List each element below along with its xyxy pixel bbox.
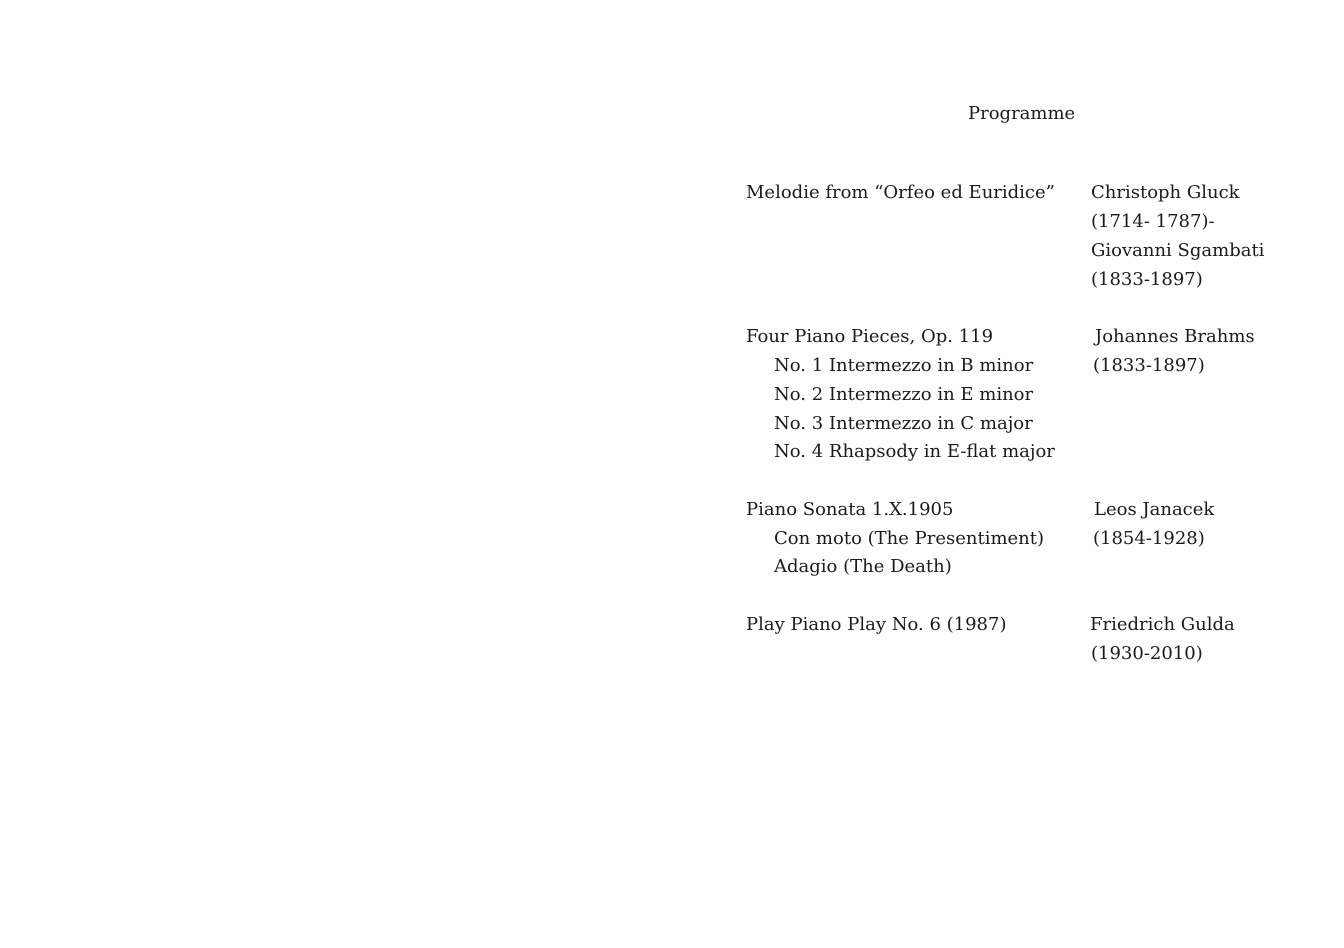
piece-4-composer-dates: (1930-2010) [1091, 643, 1203, 664]
piece-1-composer-name: Christoph Gluck [1091, 182, 1240, 203]
piece-2-movement: No. 4 Rhapsody in E-flat major [774, 441, 1055, 462]
piece-1-arranger-dates: (1833-1897) [1091, 269, 1203, 290]
piece-3-movement: Con moto (The Presentiment) [774, 528, 1045, 549]
programme-heading: Programme [968, 103, 1076, 124]
piece-2-movement: No. 2 Intermezzo in E minor [774, 384, 1034, 405]
piece-2-work-title: Four Piano Pieces, Op. 119 [746, 326, 994, 347]
piece-2-composer-name: Johannes Brahms [1095, 326, 1255, 347]
piece-3-work-title: Piano Sonata 1.X.1905 [746, 499, 954, 520]
piece-3-composer-dates: (1854-1928) [1093, 528, 1205, 549]
piece-1-composer-dates: (1714- 1787)- [1091, 211, 1215, 232]
piece-1-work-title: Melodie from “Orfeo ed Euridice” [746, 182, 1055, 203]
piece-4-composer-name: Friedrich Gulda [1090, 614, 1235, 635]
piece-4-work-title: Play Piano Play No. 6 (1987) [746, 614, 1007, 635]
piece-2-movement: No. 3 Intermezzo in C major [774, 413, 1033, 434]
piece-3-composer-name: Leos Janacek [1094, 499, 1215, 520]
piece-2-composer-dates: (1833-1897) [1093, 355, 1205, 376]
piece-3-movement: Adagio (The Death) [774, 556, 952, 577]
piece-2-movement: No. 1 Intermezzo in B minor [774, 355, 1034, 376]
piece-1-arranger-name: Giovanni Sgambati [1091, 240, 1265, 261]
